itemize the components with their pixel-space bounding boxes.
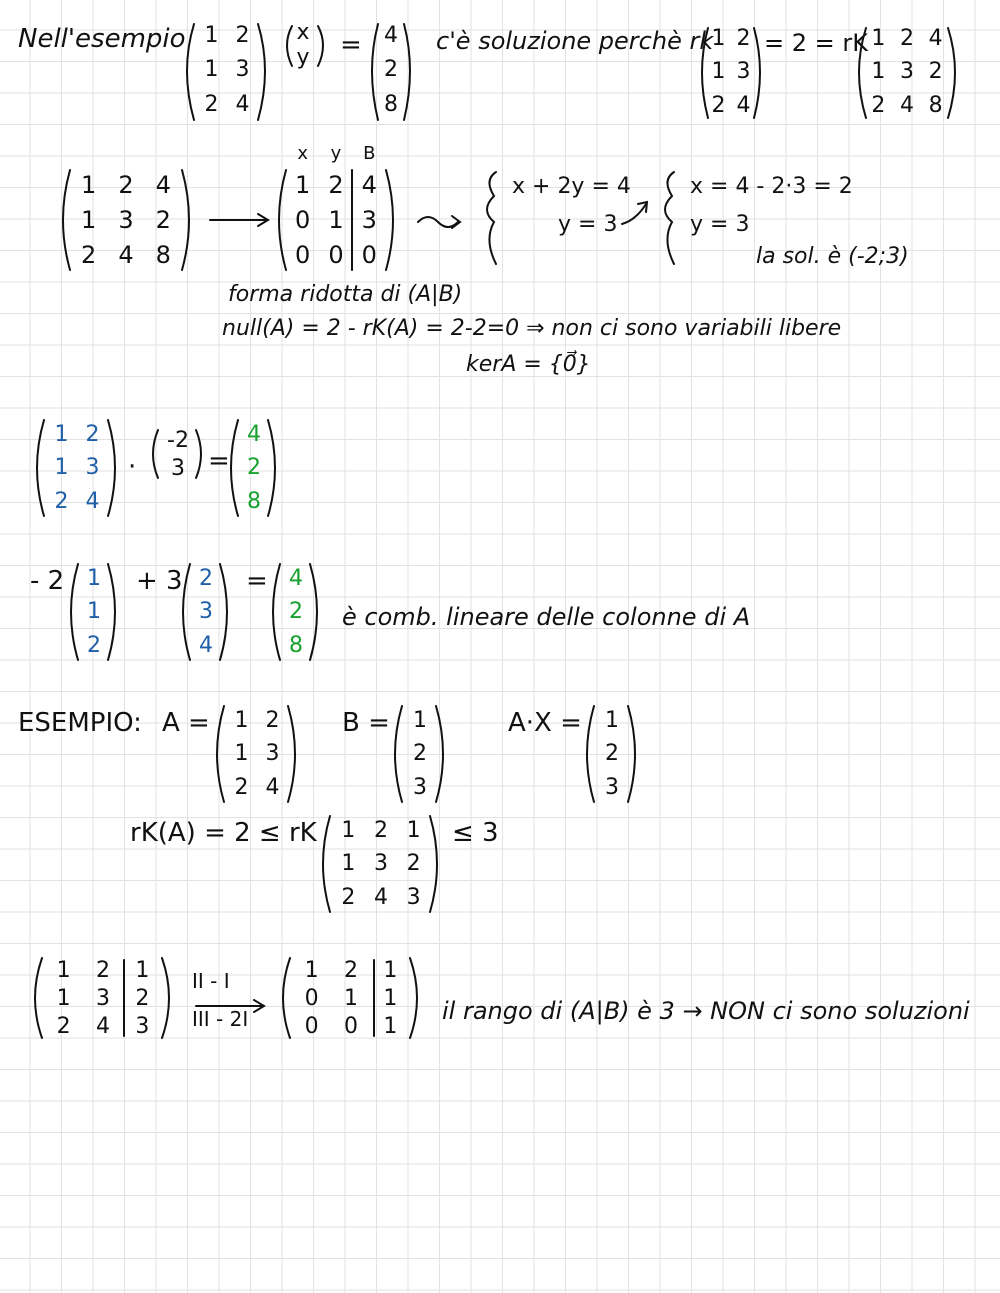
matrix-reduced-2: 1 2 1 0 1 1 0 0 1 xyxy=(304,957,398,1039)
conclusion-text: il rango di (A|B) è 3 → NON ci sono soluzioni xyxy=(442,997,970,1025)
reduced-form-caption: forma ridotta di (A|B) xyxy=(228,282,463,307)
column-2-blue: 2 3 4 xyxy=(199,566,213,658)
column-headers: x y B xyxy=(297,142,376,164)
AX-label: A·X = xyxy=(508,708,582,738)
vector-B-green-4: 4 2 8 xyxy=(289,566,303,658)
A-label: A = xyxy=(162,708,210,738)
nullity-line: null(A) = 2 - rK(A) = 2-2=0 ⇒ non ci sono variabili libere xyxy=(222,316,842,341)
matrix-A-rank: 1 2 1 3 2 4 xyxy=(711,26,751,118)
solved-eq-2: y = 3 xyxy=(690,212,750,237)
row-operation-2: III - 2I xyxy=(192,1007,249,1031)
rank-upper-bound: ≤ 3 xyxy=(452,818,499,848)
system-eq-1: x + 2y = 4 xyxy=(512,174,631,199)
vector-B-green: 4 2 8 xyxy=(247,422,261,514)
example-label: ESEMPIO: xyxy=(18,708,142,738)
solution-vector: -2 3 xyxy=(167,427,189,481)
matrix-AB: 1 2 4 1 3 2 2 4 8 xyxy=(81,171,171,269)
vector-X: x y xyxy=(296,20,310,70)
matrix-AB-rank: 1 2 4 1 3 2 2 4 8 xyxy=(871,26,943,118)
equals-sign-4: = xyxy=(246,566,268,596)
B-label: B = xyxy=(342,708,390,738)
equals-sign-3: = xyxy=(208,446,230,476)
solution-text: la sol. è (-2;3) xyxy=(756,244,909,269)
rank-equality: = 2 = rK xyxy=(764,29,868,57)
coefficient-2: + 3 xyxy=(136,566,183,596)
vector-B-example: 1 2 3 xyxy=(413,708,427,800)
row-operation-1: II - I xyxy=(192,969,230,993)
vector-B: 4 2 8 xyxy=(384,22,398,118)
solved-eq-1: x = 4 - 2·3 = 2 xyxy=(690,174,853,199)
matrix-A-blue: 1 2 1 3 2 4 xyxy=(54,422,100,514)
system-eq-2: y = 3 xyxy=(558,212,618,237)
matrix-A: 1 2 1 3 2 4 xyxy=(204,22,250,118)
rank-text: c'è soluzione perchè rk xyxy=(436,27,714,55)
kernel-line: kerA = {0⃗} xyxy=(466,352,591,377)
matrix-augmented-example: 1 2 1 1 3 2 2 4 3 xyxy=(341,818,421,910)
column-1-blue: 1 1 2 xyxy=(87,566,101,658)
matrix-augmented-2: 1 2 1 1 3 2 2 4 3 xyxy=(56,957,150,1039)
coefficient-1: - 2 xyxy=(30,566,65,596)
intro-text: Nell'esempio xyxy=(18,24,186,54)
rank-inequality: rK(A) = 2 ≤ rK xyxy=(130,818,317,848)
matrix-reduced: 1 2 4 0 1 3 0 0 0 xyxy=(295,171,377,269)
linear-combination-text: è comb. lineare delle colonne di A xyxy=(342,603,751,631)
matrix-A-example: 1 2 1 3 2 4 xyxy=(234,708,280,800)
dot-sign: · xyxy=(128,452,137,482)
equals-sign: = xyxy=(340,30,362,60)
vector-AX: 1 2 3 xyxy=(605,708,619,800)
